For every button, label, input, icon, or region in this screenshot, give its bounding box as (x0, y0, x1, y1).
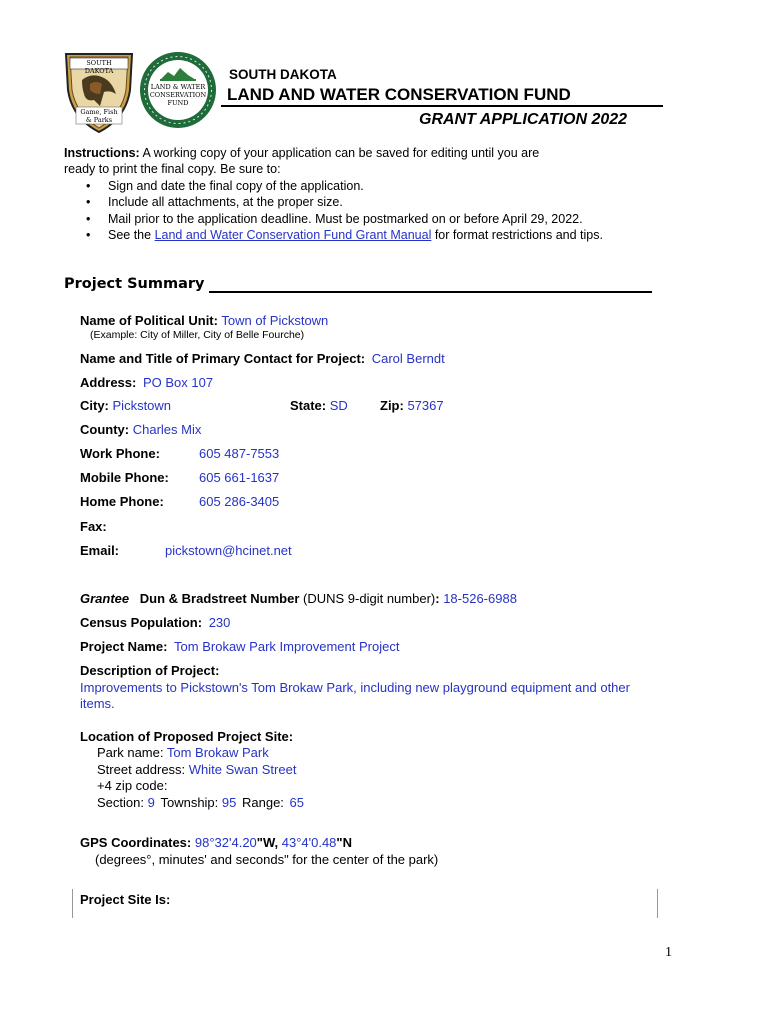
zip-value[interactable]: 57367 (407, 398, 444, 413)
project-name-value[interactable]: Tom Brokaw Park Improvement Project (174, 639, 400, 654)
political-unit-example: (Example: City of Miller, City of Belle Fourche) (90, 329, 305, 341)
section-value[interactable]: 9 (147, 795, 155, 810)
list-item: • Sign and date the final copy of the application. (86, 179, 364, 193)
duns-value[interactable]: 18-526-6988 (443, 591, 517, 606)
site-box-right-border (657, 889, 658, 918)
instructions-list (80, 178, 603, 243)
project-summary-heading: Project Summary (64, 276, 205, 292)
gps-longitude[interactable]: 98°32'4.20 (194, 835, 257, 850)
park-row: Park name: Tom Brokaw Park (97, 745, 269, 760)
home-phone-row: Home Phone: (80, 494, 164, 509)
state-value[interactable]: SD (329, 398, 348, 413)
header-grant-title: GRANT APPLICATION 2022 (419, 111, 628, 128)
city-row: City: Pickstown (80, 398, 172, 413)
lwcf-logo-line2: CONSERVATION (149, 91, 207, 99)
page-number: 1 (665, 945, 672, 960)
sd-gfp-logo (60, 50, 138, 134)
state-field: State: SD (290, 398, 348, 413)
project-summary-rule (209, 291, 652, 293)
mobile-phone-value[interactable]: 605 661-1637 (199, 470, 280, 485)
instructions-line1 (64, 146, 539, 160)
project-name-row: Project Name: Tom Brokaw Park Improvement Project (80, 639, 400, 654)
work-phone-row: Work Phone: (80, 446, 160, 461)
header-state: SOUTH DAKOTA (229, 67, 337, 82)
instructions-line2: ready to print the final copy. Be sure to: (64, 162, 281, 176)
gps-note: (degrees°, minutes' and seconds" for the center of the park) (95, 852, 439, 867)
lwcf-logo-line3: FUND (167, 99, 189, 107)
site-label: Project Site Is: (80, 892, 171, 907)
gps-latitude[interactable]: 43°4'0.48 (281, 835, 337, 850)
township-value[interactable]: 95 (221, 795, 237, 810)
political-unit-row: Name of Political Unit: Town of Pickstown (80, 313, 329, 328)
gps-row: GPS Coordinates: 98°32'4.20"W, 43°4'0.48"N (80, 835, 352, 850)
email-value[interactable]: pickstown@hcinet.net (165, 543, 292, 558)
census-row: Census Population: 230 (80, 615, 231, 630)
section-row: Section: 9 Township: 95 Range: 65 (97, 795, 305, 810)
zip-field: Zip: 57367 (380, 398, 444, 413)
zip4-row: +4 zip code: (97, 778, 168, 793)
list-item: • Mail prior to the application deadline. Must be postmarked on or before April 29, 2022. (86, 211, 583, 226)
instructions-text1: A working copy of your application can be saved for editing until you are (139, 146, 540, 160)
list-item: • See the Land and Water Conservation Fund Grant Manual for format restrictions and tips. (86, 227, 603, 242)
lwcf-logo-line1: LAND & WATER (150, 83, 206, 91)
contact-value[interactable]: Carol Berndt (371, 351, 445, 366)
contact-row: Name and Title of Primary Contact for Project: Carol Berndt (80, 351, 445, 366)
header-fund-title: LAND AND WATER CONSERVATION FUND (227, 85, 571, 104)
gfp-logo-line1: Game, Fish (80, 108, 118, 116)
census-value[interactable]: 230 (208, 615, 231, 630)
gfp-logo-title: SOUTH DAKOTA (84, 59, 114, 75)
address-row: Address: PO Box 107 (80, 375, 214, 390)
park-value[interactable]: Tom Brokaw Park (166, 745, 269, 760)
county-value[interactable]: Charles Mix (132, 422, 202, 437)
range-value[interactable]: 65 (289, 795, 305, 810)
address-value[interactable]: PO Box 107 (142, 375, 214, 390)
county-row: County: Charles Mix (80, 422, 202, 437)
fax-row: Fax: (80, 519, 107, 534)
description-line2[interactable]: items. (80, 696, 115, 711)
location-label: Location of Proposed Project Site: (80, 729, 294, 744)
home-phone-value[interactable]: 605 286-3405 (199, 494, 280, 509)
duns-row: Grantee Dun & Bradstreet Number (DUNS 9-digit number): 18-526-6988 (80, 591, 517, 606)
work-phone-value[interactable]: 605 487-7553 (199, 446, 280, 461)
gfp-logo-line2: & Parks (85, 116, 113, 124)
description-label: Description of Project: (80, 663, 220, 678)
list-item: • Include all attachments, at the proper size. (86, 195, 343, 210)
grant-manual-link[interactable]: Land and Water Conservation Fund Grant Manual (154, 227, 432, 242)
street-row: Street address: White Swan Street (97, 762, 297, 777)
lwcf-logo (138, 50, 218, 130)
header-rule (221, 105, 663, 107)
instructions-label: Instructions: (64, 146, 140, 160)
site-box-left-border (72, 889, 73, 918)
city-value[interactable]: Pickstown (112, 398, 172, 413)
political-unit-value[interactable]: Town of Pickstown (221, 313, 329, 328)
street-value[interactable]: White Swan Street (188, 762, 297, 777)
mobile-phone-row: Mobile Phone: (80, 470, 169, 485)
description-line1[interactable]: Improvements to Pickstown's Tom Brokaw Park, including new playground equipment and other (80, 680, 630, 695)
email-row: Email: (80, 543, 120, 558)
